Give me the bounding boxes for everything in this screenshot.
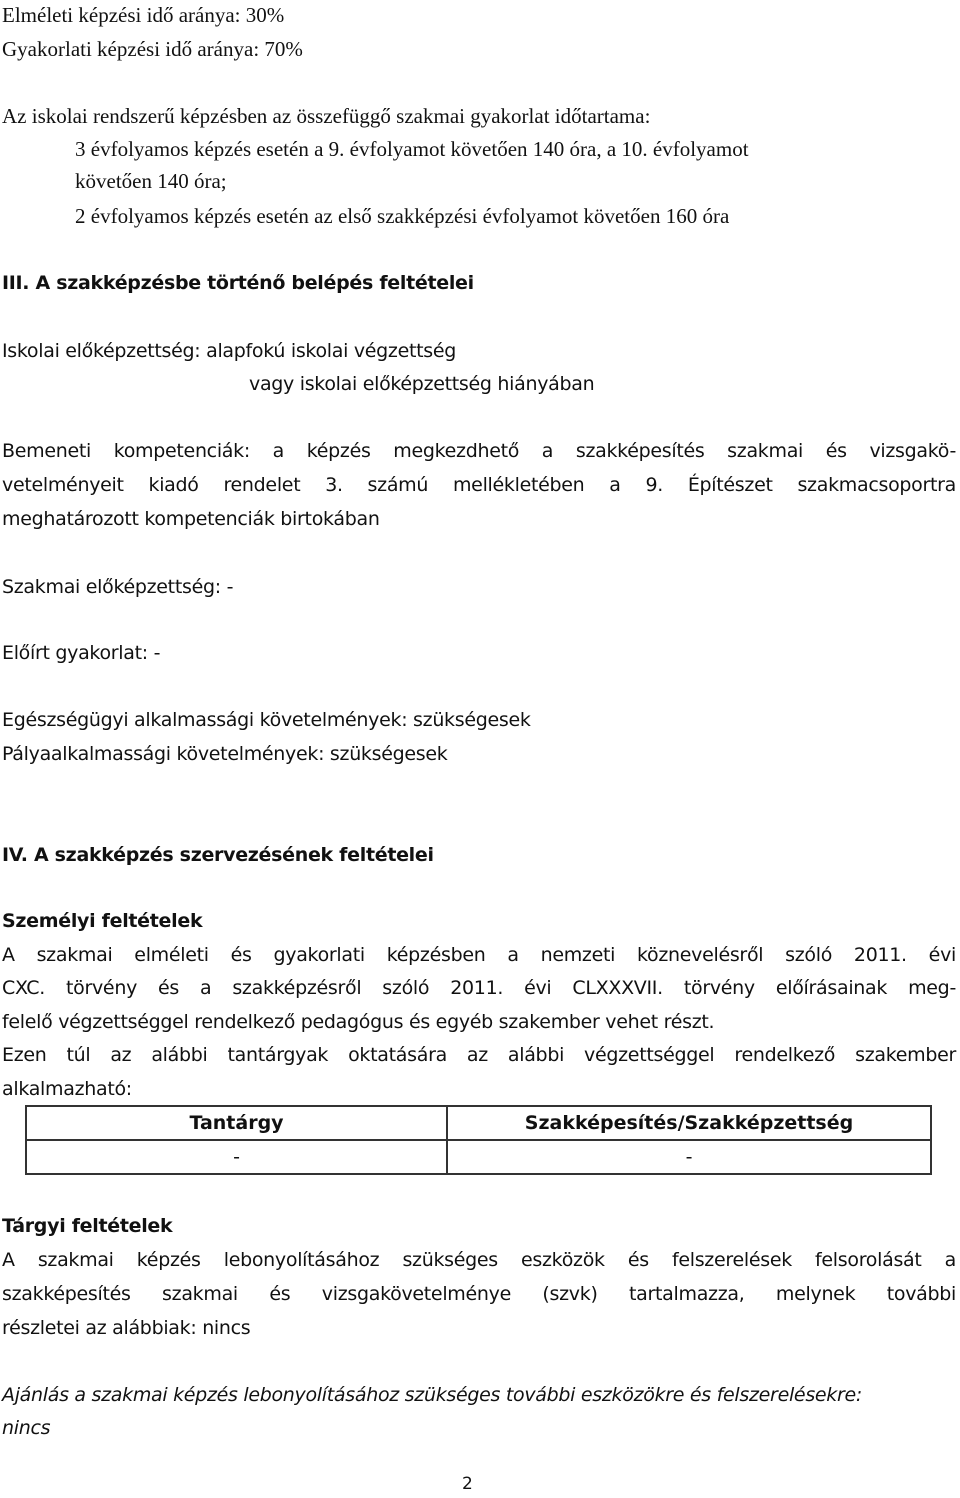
material-conditions-title: Tárgyi feltételek <box>2 1215 173 1237</box>
career-requirements: Pályaalkalmassági követelmények: szükségesek <box>2 743 448 765</box>
required-practice: Előírt gyakorlat: - <box>2 642 161 664</box>
material-conditions-line3: részletei az alábbiak: nincs <box>2 1317 251 1339</box>
table-row <box>26 1140 931 1174</box>
personal-conditions-title: Személyi feltételek <box>2 910 203 932</box>
competence-line1: Bemeneti kompetenciák: a képzés megkezdhető a szakképesítés szakmai és vizsgakö- <box>2 440 956 462</box>
section-3-title: III. A szakképzésbe történő belépés feltételei <box>2 272 474 294</box>
personal-conditions-line1: A szakmai elméleti és gyakorlati képzésben a nemzeti köznevelésről szóló 2011. évi <box>2 944 956 966</box>
recommendation-line2: nincs <box>2 1417 51 1439</box>
practice-intro: Az iskolai rendszerű képzésben az összefüggő szakmai gyakorlat időtartama: <box>2 104 651 128</box>
material-conditions-line1: A szakmai képzés lebonyolításához szükséges eszközök és felszerelések felsorolását a <box>2 1249 956 1271</box>
subject-qualification-table <box>25 1105 932 1175</box>
competence-line2: vetelményeit kiadó rendelet 3. számú mellékletében a 9. Építészet szakmacsoportra <box>2 474 956 496</box>
practice-3y-line2: követően 140 óra; <box>75 169 227 193</box>
competence-line3: meghatározott kompetenciák birtokában <box>2 508 380 530</box>
table-header-subject: Tantárgy <box>26 1106 447 1140</box>
section-4-title: IV. A szakképzés szervezésének feltételei <box>2 844 434 866</box>
personal-conditions-line5: alkalmazható: <box>2 1078 132 1100</box>
prior-education-line1: Iskolai előképzettség: alapfokú iskolai végzettség <box>2 340 457 362</box>
table-header-qualification: Szakképesítés/Szakképzettség <box>447 1106 931 1140</box>
personal-conditions-line4: Ezen túl az alábbi tantárgyak oktatására az alábbi végzettséggel rendelkező szakember <box>2 1044 956 1066</box>
practice-ratio: Gyakorlati képzési idő aránya: 70% <box>2 37 303 61</box>
recommendation-line1: Ajánlás a szakmai képzés lebonyolításához szükséges további eszközökre és felszerelésekre: <box>2 1384 863 1406</box>
personal-conditions-line2: CXC. törvény és a szakképzésről szóló 2011. évi CLXXXVII. törvény előírásainak meg- <box>2 977 956 999</box>
page-number: 2 <box>462 1474 473 1494</box>
table-cell-qualification: - <box>447 1140 931 1174</box>
practice-3y-line1: 3 évfolyamos képzés esetén a 9. évfolyamot követően 140 óra, a 10. évfolyamot <box>75 137 749 161</box>
practice-2y: 2 évfolyamos képzés esetén az első szakképzési évfolyamot követően 160 óra <box>75 204 730 228</box>
material-conditions-line2: szakképesítés szakmai és vizsgakövetelménye (szvk) tartalmazza, melynek további <box>2 1283 956 1305</box>
prior-education-line2: vagy iskolai előképzettség hiányában <box>249 373 595 395</box>
theory-ratio: Elméleti képzési idő aránya: 30% <box>2 3 285 27</box>
health-requirements: Egészségügyi alkalmassági követelmények: szükségesek <box>2 709 531 731</box>
personal-conditions-line3: felelő végzettséggel rendelkező pedagógus és egyéb szakember vehet részt. <box>2 1011 715 1033</box>
professional-prior-education: Szakmai előképzettség: - <box>2 576 234 598</box>
table-header-row <box>26 1106 931 1140</box>
table-cell-subject: - <box>26 1140 447 1174</box>
